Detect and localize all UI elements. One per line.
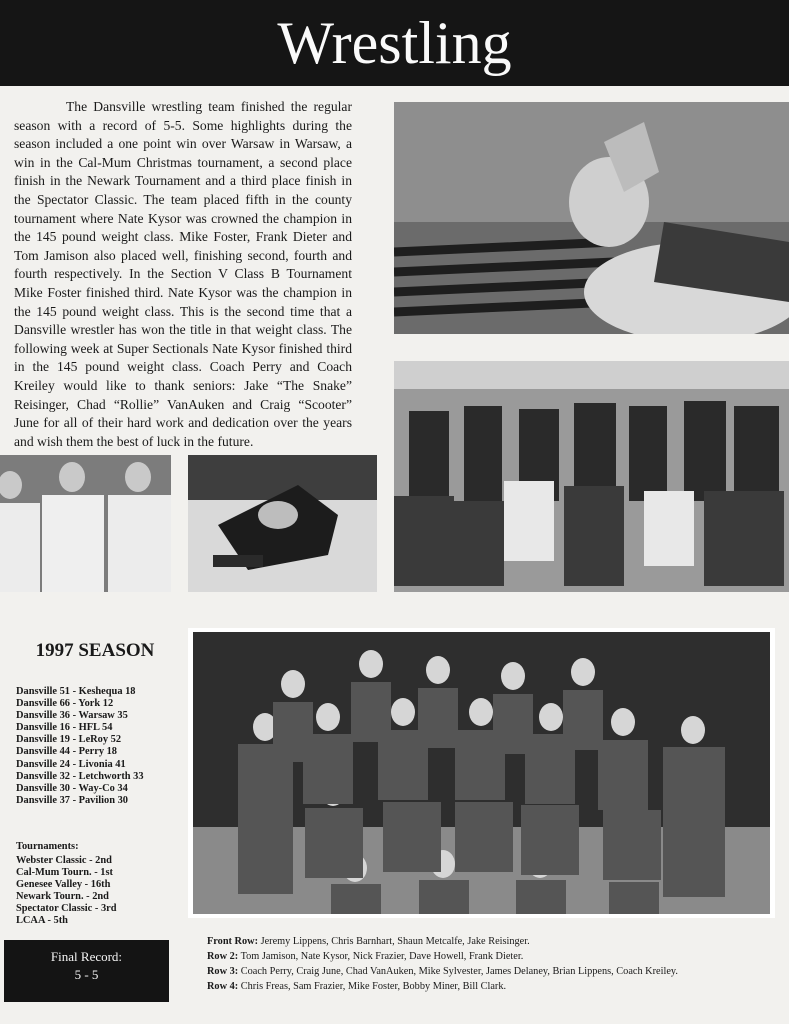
caption-row-label: Row 2:: [207, 951, 239, 962]
photo-team-trophies: [394, 361, 789, 592]
result-item: Dansville 51 - Keshequa 18: [16, 686, 136, 697]
caption-row: [207, 934, 782, 949]
result-item: Dansville 66 - York 12: [16, 698, 114, 710]
result-item: Dansville 44 - Perry 18: [16, 746, 117, 758]
caption-row-names: Chris Freas, Sam Frazier, Mike Foster, Bobby Miner, Bill Clark.: [240, 981, 507, 992]
caption-row: [207, 964, 782, 979]
caption-row: [207, 979, 782, 994]
team-photo-frame: [188, 628, 775, 918]
page-title: Wrestling: [277, 9, 512, 76]
photo-three-wrestlers: [0, 455, 171, 592]
result-item: Dansville 19 - LeRoy 52: [16, 734, 122, 746]
result-item: Dansville 16 - HFL 54: [16, 722, 113, 734]
tournament-item: Webster Classic - 2nd: [16, 855, 112, 866]
caption-row-names: Coach Perry, Craig June, Chad VanAuken, Mike Sylvester, James Delaney, Brian Lippens, Coach Kreiley.: [240, 966, 678, 977]
result-item: Dansville 37 - Pavilion 30: [16, 794, 128, 806]
result-item: Dansville 32 - Letchworth 33: [16, 770, 144, 782]
caption-row-label: Front Row:: [207, 936, 259, 947]
final-record-label: Final Record:: [50, 949, 123, 964]
caption-row-label: Row 4:: [207, 981, 239, 992]
caption-row-names: Jeremy Lippens, Chris Barnhart, Shaun Metcalfe, Jake Reisinger.: [260, 936, 530, 947]
final-record-value: 5 - 5: [74, 967, 99, 982]
tournaments-heading: Tournaments:: [16, 841, 79, 852]
team-photo-caption: [207, 934, 782, 994]
tournament-item: Cal-Mum Tourn. - 1st: [16, 867, 113, 878]
result-item: Dansville 24 - Livonia 41: [16, 758, 126, 770]
result-item: Dansville 30 - Way-Co 34: [16, 782, 128, 794]
results-list: [16, 686, 186, 807]
result-item: Dansville 36 - Warsaw 35: [16, 710, 128, 722]
photo-team-portrait: [193, 632, 770, 914]
season-title: 1997 SEASON: [35, 640, 155, 661]
tournament-item: LCAA - 5th: [16, 915, 68, 926]
caption-row-names: Tom Jamison, Nate Kysor, Nick Frazier, Dave Howell, Frank Dieter.: [240, 951, 524, 962]
tournaments-list: [16, 855, 117, 927]
caption-row: [207, 949, 782, 964]
tournament-item: Spectator Classic - 3rd: [16, 903, 117, 914]
title-banner: [0, 0, 789, 86]
photo-referee-closeup: [394, 102, 789, 334]
tournament-item: Newark Tourn. - 2nd: [16, 891, 109, 902]
tournament-item: Genesee Valley - 16th: [16, 879, 111, 890]
intro-paragraph: The Dansville wrestling team finished the regular season with a record of 5-5. Some highlights during the season included a one point win over Warsaw in Warsaw, a win in the Cal-Mum Christmas tournament, a second place finish in the Newark Tournament and a third place finish in the Spectator Classic. The team placed fifth in the county tournament where Nate Kysor was crowned the champion in the 145 pound weight class. Mike Foster, Frank Dieter and Tom Jamison also placed well, finishing second, fourth and fourth respectively. In the Section V Class B Tournament Mike Foster finished third. Nate Kysor was the champion in the 145 pound weight class. This is the second time that a Dansville wrestler has won the title in that weight class. The following week at Super Sectionals Nate Kysor finished third in the 145 pound weight class. Coach Perry and Coach Kreiley would like to thank seniors: Jake “The Snake” Reisinger, Chad “Rollie” VanAuken and Craig “Scooter” June for all of their hard work and dedication over the years and wish them the best of luck in the future.: [14, 99, 352, 449]
final-record-box: [4, 940, 169, 1002]
caption-row-label: Row 3:: [207, 966, 239, 977]
photo-mat-match: [188, 455, 377, 592]
